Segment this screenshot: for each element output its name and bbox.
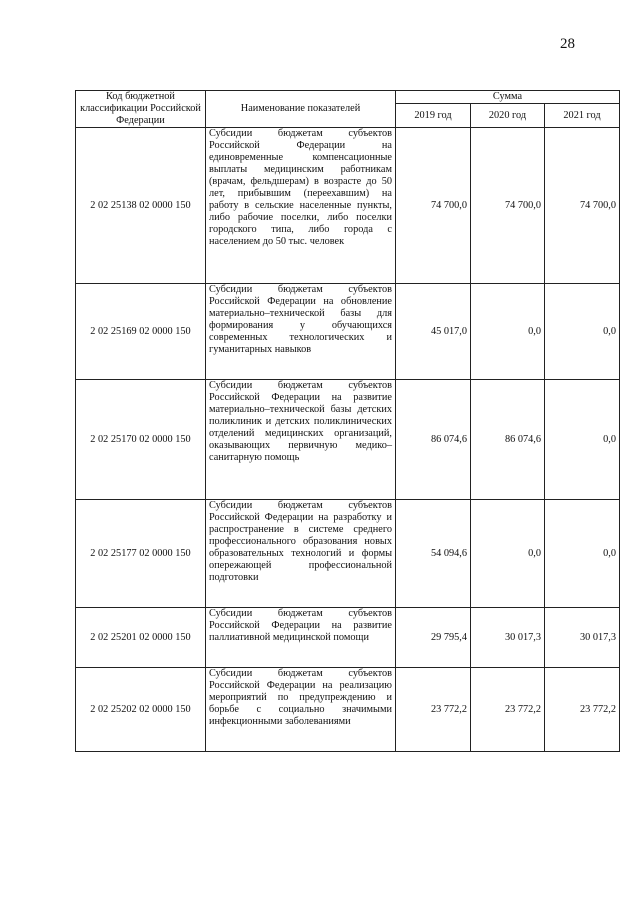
amount-2020-cell: 74 700,0 <box>471 128 545 284</box>
indicator-name-cell: Субсидии бюджетам субъектов Российской Федерации на обновление материально–технической базы для формирования у обучающихся современных технологических и гуманитарных навыков <box>206 284 396 380</box>
amount-2019-cell: 86 074,6 <box>396 380 471 500</box>
amount-2019-cell: 74 700,0 <box>396 128 471 284</box>
budget-code-cell: 2 02 25138 02 0000 150 <box>76 128 206 284</box>
page-number: 28 <box>560 36 575 52</box>
amount-2019-cell: 45 017,0 <box>396 284 471 380</box>
budget-code-cell: 2 02 25201 02 0000 150 <box>76 608 206 668</box>
table-row <box>76 284 620 380</box>
budget-table <box>75 90 620 752</box>
table-row <box>76 128 620 284</box>
table-row <box>76 500 620 608</box>
amount-2021-cell: 74 700,0 <box>545 128 620 284</box>
indicator-name-cell: Субсидии бюджетам субъектов Российской Федерации на реализацию мероприятий по предупреждению и борьбе с социально значимыми инфекционными заболеваниями <box>206 668 396 752</box>
amount-2019-cell: 29 795,4 <box>396 608 471 668</box>
amount-2019-cell: 54 094,6 <box>396 500 471 608</box>
amount-2020-cell: 86 074,6 <box>471 380 545 500</box>
amount-2020-cell: 0,0 <box>471 500 545 608</box>
budget-code-cell: 2 02 25177 02 0000 150 <box>76 500 206 608</box>
table-row <box>76 380 620 500</box>
indicator-name-cell: Субсидии бюджетам субъектов Российской Федерации на развитие паллиативной медицинской помощи <box>206 608 396 668</box>
code-column-header: Код бюджетной классификации Российской Федерации <box>76 91 206 128</box>
year-2019-header: 2019 год <box>396 104 471 128</box>
amount-2021-cell: 0,0 <box>545 500 620 608</box>
amount-2021-cell: 0,0 <box>545 284 620 380</box>
amount-2019-cell: 23 772,2 <box>396 668 471 752</box>
table-row <box>76 668 620 752</box>
sum-column-header: Сумма <box>396 91 620 104</box>
name-column-header: Наименование показателей <box>206 91 396 128</box>
indicator-name-cell: Субсидии бюджетам субъектов Российской Федерации на единовременные компенсационные выплаты медицинским работникам (врачам, фельдшерам) в возрасте до 50 лет, прибывшим (переехавшим) на работу в сельские населенные пункты, либо рабочие поселки, либо поселки городского типа, либо города с населением до 50 тыс. человек <box>206 128 396 284</box>
indicator-name-cell: Субсидии бюджетам субъектов Российской Федерации на разработку и распространение в системе среднего профессионального образования новых образовательных технологий и формы опережающей профессиональной подготовки <box>206 500 396 608</box>
budget-code-cell: 2 02 25202 02 0000 150 <box>76 668 206 752</box>
amount-2020-cell: 0,0 <box>471 284 545 380</box>
table-row <box>76 608 620 668</box>
amount-2020-cell: 30 017,3 <box>471 608 545 668</box>
indicator-name-cell: Субсидии бюджетам субъектов Российской Федерации на развитие материально–технической базы детских поликлиник и детских поликлинических отделений медицинских организаций, оказывающих первичную медико–санитарную помощь <box>206 380 396 500</box>
amount-2021-cell: 0,0 <box>545 380 620 500</box>
budget-code-cell: 2 02 25170 02 0000 150 <box>76 380 206 500</box>
amount-2020-cell: 23 772,2 <box>471 668 545 752</box>
amount-2021-cell: 23 772,2 <box>545 668 620 752</box>
budget-code-cell: 2 02 25169 02 0000 150 <box>76 284 206 380</box>
year-2020-header: 2020 год <box>471 104 545 128</box>
amount-2021-cell: 30 017,3 <box>545 608 620 668</box>
header-row <box>76 91 620 104</box>
year-2021-header: 2021 год <box>545 104 620 128</box>
